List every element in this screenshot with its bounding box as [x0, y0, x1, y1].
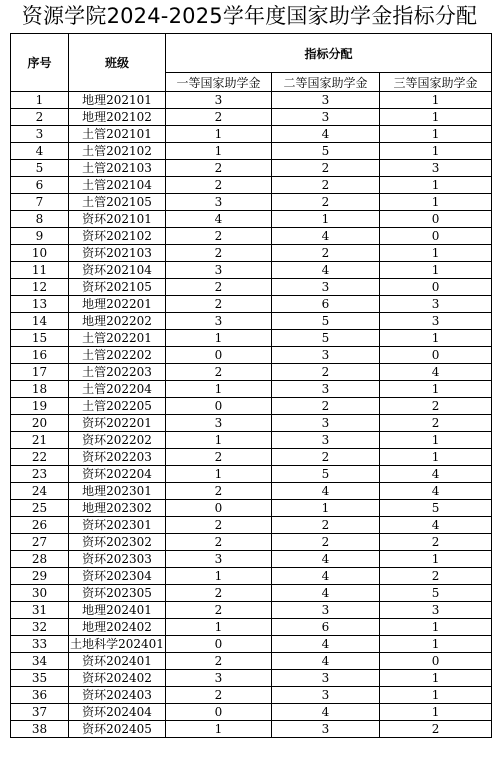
cell-grade1: 3 — [166, 415, 272, 432]
cell-grade3: 1 — [380, 381, 492, 398]
cell-class: 地理202402 — [69, 619, 166, 636]
cell-class: 地理202202 — [69, 313, 166, 330]
cell-class: 地理202301 — [69, 483, 166, 500]
table-row — [11, 585, 492, 602]
cell-class: 土管202201 — [69, 330, 166, 347]
cell-grade1: 1 — [166, 432, 272, 449]
cell-grade3: 1 — [380, 551, 492, 568]
cell-class: 土管202102 — [69, 143, 166, 160]
cell-grade1: 3 — [166, 313, 272, 330]
cell-grade3: 2 — [380, 415, 492, 432]
cell-class: 资环202202 — [69, 432, 166, 449]
cell-grade3: 1 — [380, 126, 492, 143]
table-row — [11, 109, 492, 126]
cell-grade2: 6 — [272, 296, 380, 313]
cell-class: 土管202202 — [69, 347, 166, 364]
table-row — [11, 381, 492, 398]
cell-grade2: 1 — [272, 211, 380, 228]
cell-index: 36 — [11, 687, 69, 704]
table-row — [11, 670, 492, 687]
table-row — [11, 602, 492, 619]
table-row — [11, 398, 492, 415]
cell-grade1: 2 — [166, 228, 272, 245]
table-row — [11, 483, 492, 500]
cell-grade3: 4 — [380, 466, 492, 483]
cell-class: 资环202303 — [69, 551, 166, 568]
cell-grade3: 1 — [380, 92, 492, 109]
cell-index: 20 — [11, 415, 69, 432]
cell-grade1: 1 — [166, 126, 272, 143]
table-body — [11, 92, 492, 738]
cell-grade3: 0 — [380, 279, 492, 296]
cell-index: 4 — [11, 143, 69, 160]
cell-class: 资环202104 — [69, 262, 166, 279]
cell-grade1: 1 — [166, 143, 272, 160]
cell-grade2: 2 — [272, 194, 380, 211]
cell-grade1: 1 — [166, 721, 272, 738]
cell-grade1: 2 — [166, 483, 272, 500]
cell-index: 2 — [11, 109, 69, 126]
cell-grade2: 2 — [272, 534, 380, 551]
cell-grade2: 6 — [272, 619, 380, 636]
cell-index: 22 — [11, 449, 69, 466]
cell-class: 地理202101 — [69, 92, 166, 109]
cell-class: 资环202101 — [69, 211, 166, 228]
table-row — [11, 126, 492, 143]
cell-index: 34 — [11, 653, 69, 670]
cell-index: 8 — [11, 211, 69, 228]
cell-class: 资环202403 — [69, 687, 166, 704]
cell-grade1: 3 — [166, 551, 272, 568]
table-row — [11, 534, 492, 551]
cell-grade2: 4 — [272, 585, 380, 602]
cell-class: 土管202105 — [69, 194, 166, 211]
cell-index: 27 — [11, 534, 69, 551]
header-grade3: 三等国家助学金 — [380, 73, 492, 92]
cell-grade3: 4 — [380, 364, 492, 381]
cell-grade3: 3 — [380, 313, 492, 330]
cell-index: 19 — [11, 398, 69, 415]
table-row — [11, 364, 492, 381]
cell-grade1: 1 — [166, 568, 272, 585]
cell-index: 9 — [11, 228, 69, 245]
cell-grade1: 2 — [166, 602, 272, 619]
cell-grade2: 5 — [272, 313, 380, 330]
cell-index: 25 — [11, 500, 69, 517]
cell-grade3: 4 — [380, 517, 492, 534]
cell-grade1: 4 — [166, 211, 272, 228]
cell-grade1: 1 — [166, 466, 272, 483]
cell-grade2: 3 — [272, 109, 380, 126]
cell-grade2: 4 — [272, 568, 380, 585]
cell-index: 13 — [11, 296, 69, 313]
table-row — [11, 415, 492, 432]
cell-grade2: 5 — [272, 466, 380, 483]
table-row — [11, 177, 492, 194]
cell-grade3: 1 — [380, 109, 492, 126]
table-row — [11, 143, 492, 160]
cell-grade2: 3 — [272, 432, 380, 449]
header-allocation-group: 指标分配 — [166, 34, 492, 73]
cell-grade1: 2 — [166, 279, 272, 296]
cell-grade2: 5 — [272, 330, 380, 347]
cell-grade2: 2 — [272, 177, 380, 194]
table-header — [11, 34, 492, 92]
cell-index: 17 — [11, 364, 69, 381]
cell-class: 资环202203 — [69, 449, 166, 466]
header-grade2: 二等国家助学金 — [272, 73, 380, 92]
table-row — [11, 228, 492, 245]
cell-grade3: 1 — [380, 449, 492, 466]
table-row — [11, 160, 492, 177]
allocation-table — [10, 33, 492, 738]
cell-grade1: 1 — [166, 619, 272, 636]
cell-index: 31 — [11, 602, 69, 619]
cell-class: 土管202204 — [69, 381, 166, 398]
cell-grade1: 0 — [166, 347, 272, 364]
table-row — [11, 194, 492, 211]
cell-grade2: 4 — [272, 483, 380, 500]
table-row — [11, 721, 492, 738]
table-row — [11, 619, 492, 636]
cell-grade3: 4 — [380, 483, 492, 500]
cell-index: 18 — [11, 381, 69, 398]
table-row — [11, 92, 492, 109]
cell-index: 28 — [11, 551, 69, 568]
table-row — [11, 296, 492, 313]
cell-class: 资环202302 — [69, 534, 166, 551]
cell-grade3: 1 — [380, 704, 492, 721]
cell-grade1: 0 — [166, 636, 272, 653]
cell-index: 37 — [11, 704, 69, 721]
cell-grade2: 3 — [272, 381, 380, 398]
cell-grade2: 3 — [272, 92, 380, 109]
cell-index: 14 — [11, 313, 69, 330]
table-row — [11, 704, 492, 721]
cell-class: 资环202402 — [69, 670, 166, 687]
cell-index: 5 — [11, 160, 69, 177]
cell-class: 土管202101 — [69, 126, 166, 143]
cell-grade1: 2 — [166, 109, 272, 126]
cell-grade1: 2 — [166, 534, 272, 551]
cell-grade2: 2 — [272, 398, 380, 415]
table-row — [11, 211, 492, 228]
cell-grade2: 3 — [272, 279, 380, 296]
cell-grade2: 2 — [272, 364, 380, 381]
cell-grade2: 2 — [272, 449, 380, 466]
cell-index: 11 — [11, 262, 69, 279]
cell-index: 38 — [11, 721, 69, 738]
cell-index: 26 — [11, 517, 69, 534]
table-row — [11, 432, 492, 449]
cell-grade2: 5 — [272, 143, 380, 160]
cell-grade1: 0 — [166, 398, 272, 415]
table-row — [11, 245, 492, 262]
cell-grade3: 1 — [380, 194, 492, 211]
cell-index: 15 — [11, 330, 69, 347]
cell-grade2: 4 — [272, 704, 380, 721]
cell-grade3: 1 — [380, 432, 492, 449]
table-row — [11, 500, 492, 517]
header-class: 班级 — [69, 34, 166, 92]
table-row — [11, 517, 492, 534]
document-title: 资源学院2024-2025学年度国家助学金指标分配 — [21, 4, 478, 28]
cell-grade3: 1 — [380, 262, 492, 279]
table-row — [11, 313, 492, 330]
cell-grade1: 0 — [166, 704, 272, 721]
cell-index: 24 — [11, 483, 69, 500]
cell-grade3: 1 — [380, 177, 492, 194]
cell-grade2: 4 — [272, 653, 380, 670]
cell-grade2: 3 — [272, 670, 380, 687]
header-grade1: 一等国家助学金 — [166, 73, 272, 92]
cell-grade3: 1 — [380, 687, 492, 704]
cell-index: 1 — [11, 92, 69, 109]
cell-grade1: 2 — [166, 653, 272, 670]
table-row — [11, 347, 492, 364]
cell-grade3: 1 — [380, 636, 492, 653]
cell-grade1: 2 — [166, 585, 272, 602]
cell-grade3: 1 — [380, 245, 492, 262]
cell-grade3: 1 — [380, 670, 492, 687]
cell-class: 资环202201 — [69, 415, 166, 432]
cell-grade1: 3 — [166, 92, 272, 109]
cell-grade3: 5 — [380, 585, 492, 602]
cell-grade3: 0 — [380, 653, 492, 670]
cell-grade2: 2 — [272, 160, 380, 177]
cell-grade3: 0 — [380, 228, 492, 245]
cell-grade1: 2 — [166, 296, 272, 313]
cell-grade2: 4 — [272, 636, 380, 653]
cell-index: 3 — [11, 126, 69, 143]
cell-grade3: 1 — [380, 330, 492, 347]
cell-class: 土地科学202401 — [70, 637, 164, 651]
cell-grade3: 5 — [380, 500, 492, 517]
cell-grade3: 2 — [380, 398, 492, 415]
cell-grade2: 2 — [272, 517, 380, 534]
cell-class: 资环202305 — [69, 585, 166, 602]
table-row — [11, 568, 492, 585]
cell-index: 6 — [11, 177, 69, 194]
cell-index: 10 — [11, 245, 69, 262]
cell-class: 资环202204 — [69, 466, 166, 483]
cell-grade1: 0 — [166, 500, 272, 517]
cell-grade3: 2 — [380, 721, 492, 738]
cell-index: 21 — [11, 432, 69, 449]
cell-class: 资环202401 — [69, 653, 166, 670]
cell-grade2: 4 — [272, 262, 380, 279]
cell-grade1: 2 — [166, 177, 272, 194]
cell-grade2: 4 — [272, 126, 380, 143]
cell-grade2: 3 — [272, 602, 380, 619]
cell-grade3: 2 — [380, 534, 492, 551]
table-row — [11, 330, 492, 347]
cell-class: 地理202302 — [69, 500, 166, 517]
table-row — [11, 449, 492, 466]
cell-class: 资环202405 — [69, 721, 166, 738]
table-row — [11, 636, 492, 653]
cell-grade1: 3 — [166, 262, 272, 279]
cell-class: 资环202103 — [69, 245, 166, 262]
cell-grade1: 3 — [166, 194, 272, 211]
cell-grade3: 0 — [380, 347, 492, 364]
header-index: 序号 — [11, 34, 69, 92]
cell-grade1: 3 — [166, 670, 272, 687]
cell-class: 土管202203 — [69, 364, 166, 381]
cell-class: 土管202103 — [69, 160, 166, 177]
cell-grade1: 2 — [166, 687, 272, 704]
cell-grade1: 2 — [166, 245, 272, 262]
cell-index: 30 — [11, 585, 69, 602]
cell-grade3: 2 — [380, 568, 492, 585]
cell-grade2: 4 — [272, 228, 380, 245]
cell-grade1: 2 — [166, 364, 272, 381]
table-row — [11, 653, 492, 670]
cell-grade3: 3 — [380, 296, 492, 313]
cell-class: 地理202102 — [69, 109, 166, 126]
cell-grade3: 3 — [380, 602, 492, 619]
cell-grade2: 1 — [272, 500, 380, 517]
cell-index: 33 — [11, 636, 69, 653]
cell-index: 12 — [11, 279, 69, 296]
cell-index: 23 — [11, 466, 69, 483]
table-row — [11, 466, 492, 483]
cell-class: 地理202201 — [69, 296, 166, 313]
table-row — [11, 279, 492, 296]
cell-class: 资环202304 — [69, 568, 166, 585]
cell-grade2: 3 — [272, 687, 380, 704]
cell-grade3: 3 — [380, 160, 492, 177]
cell-class: 资环202404 — [69, 704, 166, 721]
cell-index: 29 — [11, 568, 69, 585]
cell-index: 35 — [11, 670, 69, 687]
cell-class: 土管202104 — [69, 177, 166, 194]
cell-grade1: 2 — [166, 449, 272, 466]
cell-grade2: 4 — [272, 551, 380, 568]
cell-grade3: 1 — [380, 143, 492, 160]
cell-class: 土管202205 — [69, 398, 166, 415]
table-row — [11, 687, 492, 704]
cell-class: 地理202401 — [69, 602, 166, 619]
cell-grade3: 1 — [380, 619, 492, 636]
cell-grade3: 0 — [380, 211, 492, 228]
cell-grade1: 2 — [166, 160, 272, 177]
cell-class: 资环202301 — [69, 517, 166, 534]
table-row — [11, 551, 492, 568]
cell-grade2: 3 — [272, 415, 380, 432]
cell-grade2: 2 — [272, 245, 380, 262]
cell-grade2: 3 — [272, 721, 380, 738]
cell-class: 资环202102 — [69, 228, 166, 245]
cell-grade1: 1 — [166, 330, 272, 347]
cell-grade1: 2 — [166, 517, 272, 534]
cell-class: 资环202105 — [69, 279, 166, 296]
table-row — [11, 262, 492, 279]
cell-grade1: 1 — [166, 381, 272, 398]
cell-index: 7 — [11, 194, 69, 211]
cell-index: 16 — [11, 347, 69, 364]
cell-index: 32 — [11, 619, 69, 636]
cell-grade2: 3 — [272, 347, 380, 364]
